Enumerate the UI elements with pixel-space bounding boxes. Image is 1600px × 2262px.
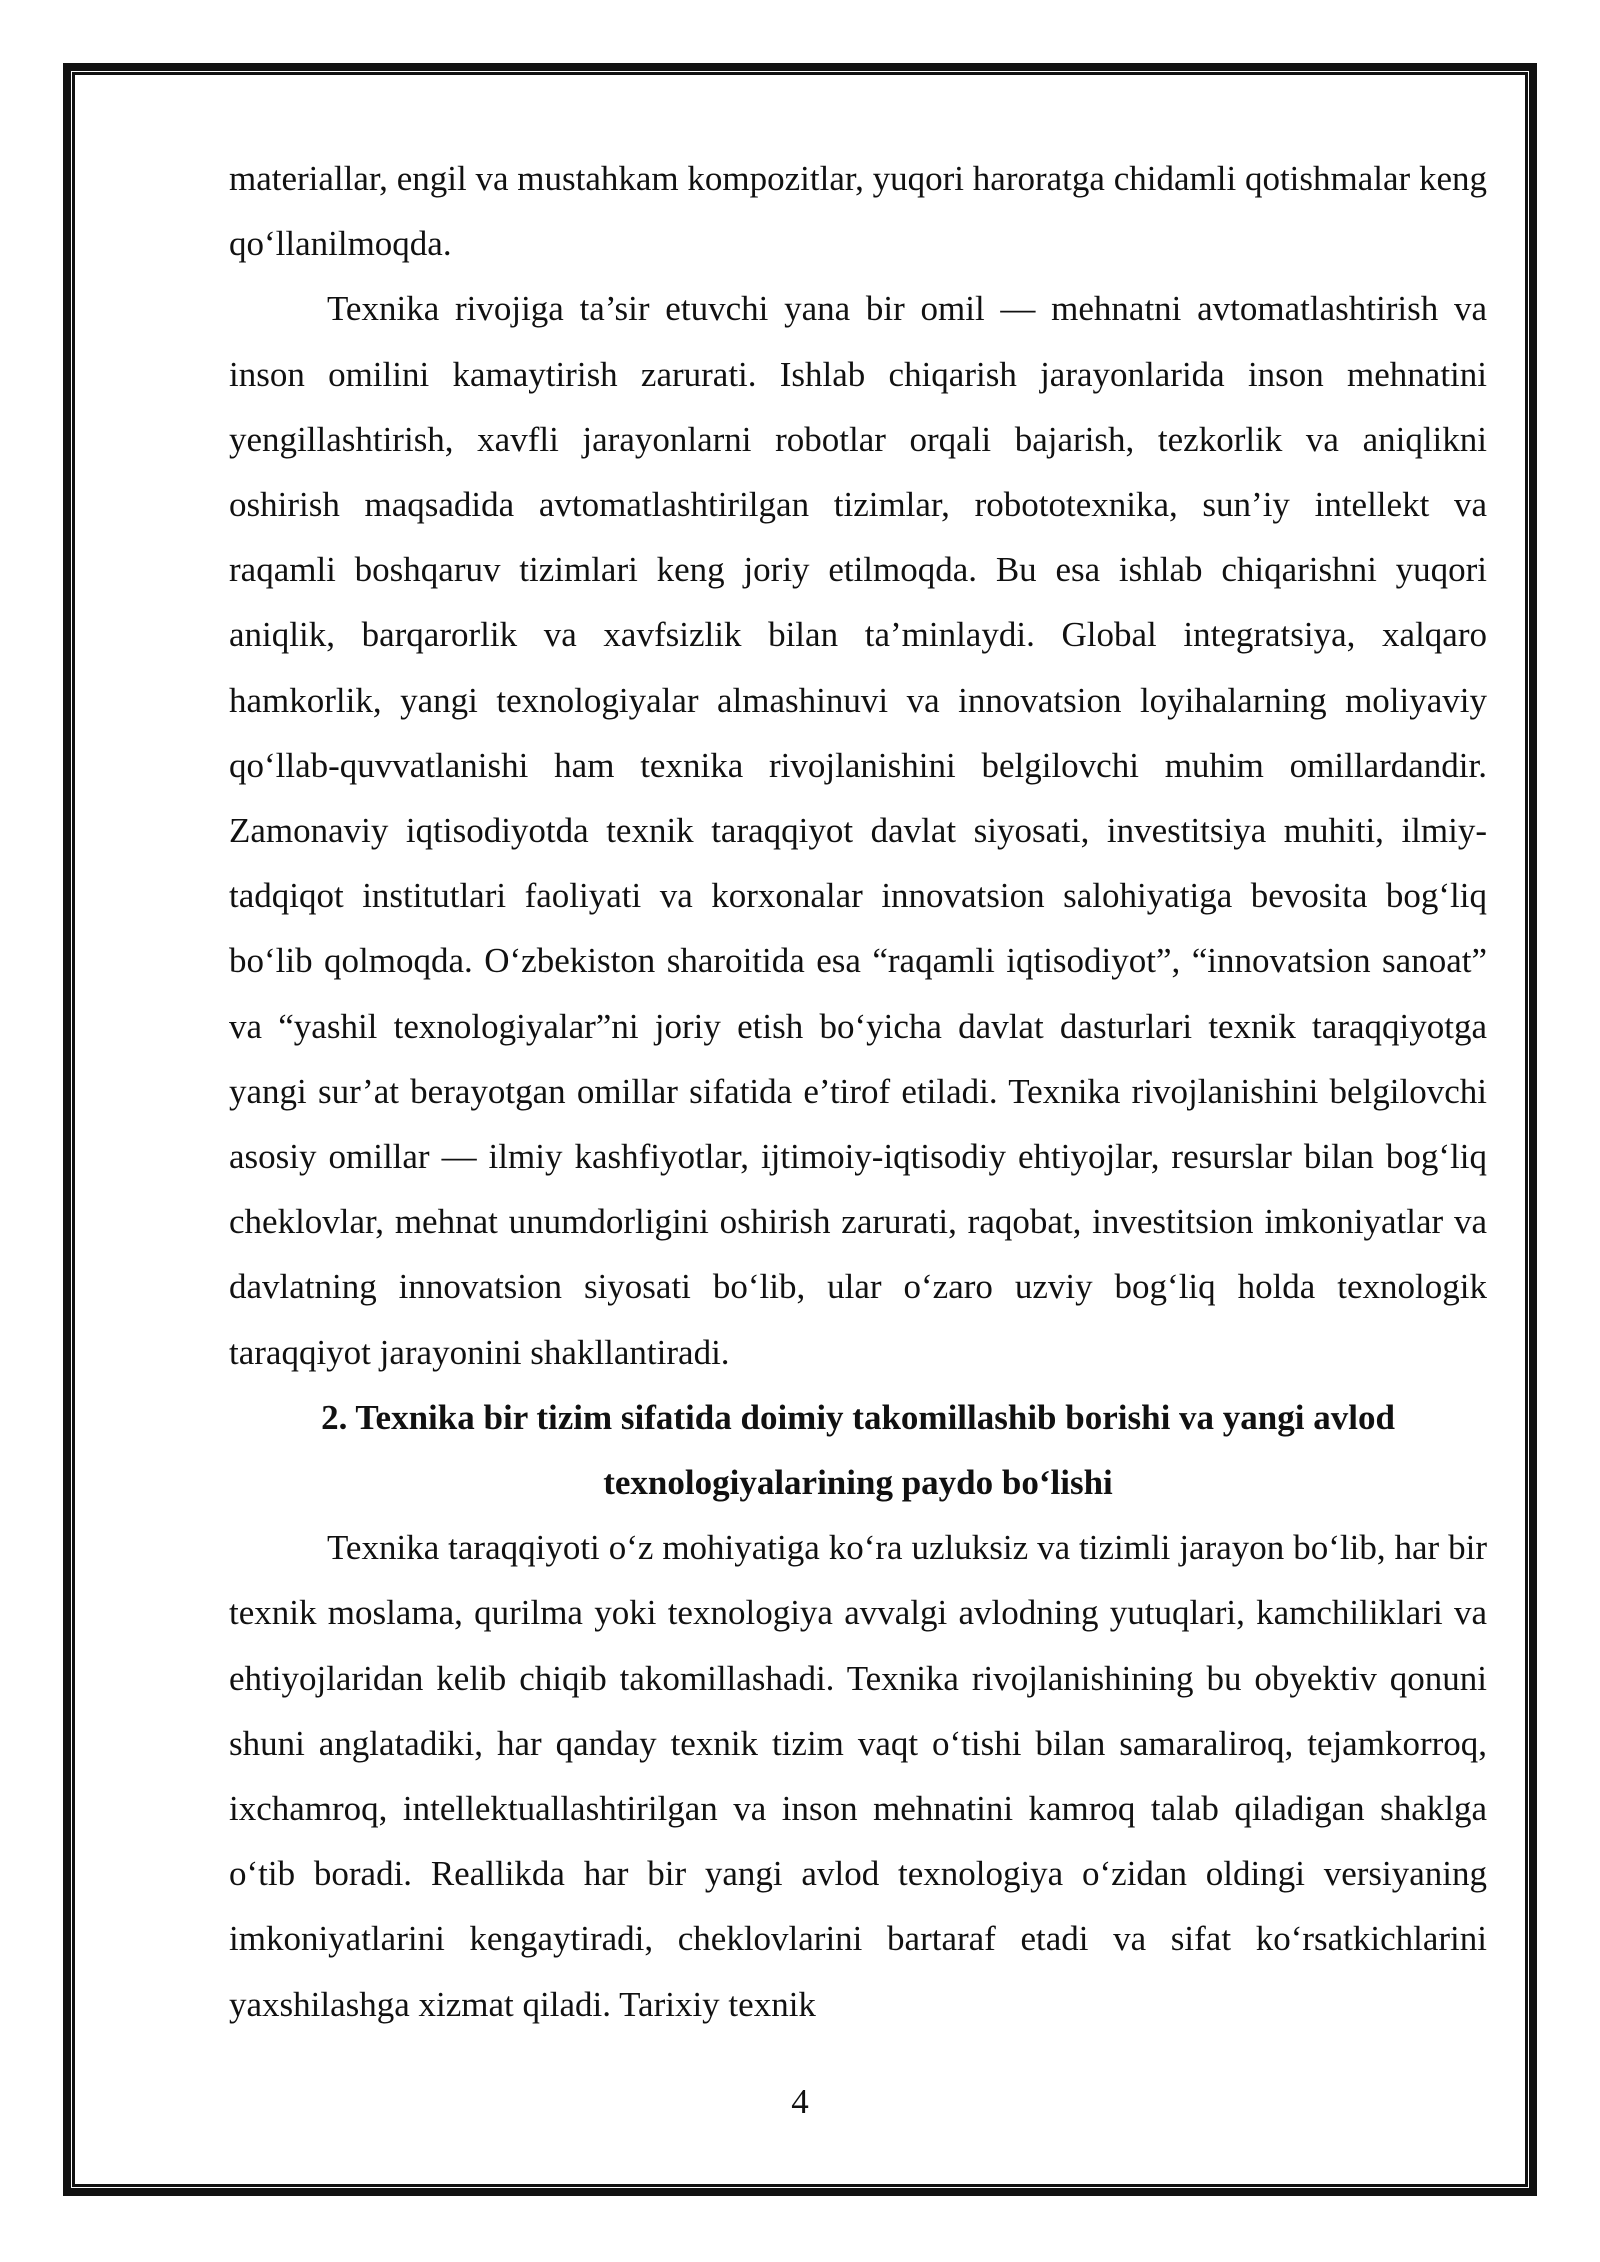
section-heading: 2. Texnika bir tizim sifatida doimiy takomillashib borishi va yangi avlod texnologiyalarining paydo bo‘lishi: [321, 1397, 1395, 1503]
page-number: 4: [791, 2082, 809, 2121]
paragraph-factors: Texnika rivojiga ta’sir etuvchi yana bir omil — mehnatni avtomatlashtirish va inson omilini kamaytirish zarurati. Ishlab chiqarish jarayonlarida inson mehnatini yengillashtirish, xavfli jarayonlarni robotlar orqali bajarish, tezkorlik va aniqlikni oshirish maqsadida avtomatlashtirilgan tizimlar, robototexnika, sun’iy intellekt va raqamli boshqaruv tizimlari keng joriy etilmoqda. Bu esa ishlab chiqarishni yuqori aniqlik, barqarorlik va xavfsizlik bilan ta’minlaydi. Global integratsiya, xalqaro hamkorlik, yangi texnologiyalar almashinuvi va innovatsion loyihalarning moliyaviy qo‘llab-quvvatlanishi ham texnika rivojlanishini belgilovchi muhim omillardandir. Zamonaviy iqtisodiyotda texnik taraqqiyot davlat siyosati, investitsiya muhiti, ilmiy-tadqiqot institutlari faoliyati va korxonalar innovatsion salohiyatiga bevosita bog‘liq bo‘lib qolmoqda. O‘zbekiston sharoitida esa “raqamli iqtisodiyot”, “innovatsion sanoat” va “yashil texnologiyalar”ni joriy etish bo‘yicha davlat dasturlari texnik taraqqiyotga yangi sur’at berayotgan omillar sifatida e’tirof etiladi. Texnika rivojlanishini belgilovchi asosiy omillar — ilmiy kashfiyotlar, ijtimoiy-iqtisodiy ehtiyojlar, resurslar bilan bog‘liq cheklovlar, mehnat unumdorligini oshirish zarurati, raqobat, investitsion imkoniyatlar va davlatning innovatsion siyosati bo‘lib, ular o‘zaro uzviy bog‘liq holda texnologik taraqqiyot jarayonini shakllantiradi.: [229, 289, 1487, 1372]
paragraph-section-body: Texnika taraqqiyoti o‘z mohiyatiga ko‘ra uzluksiz va tizimli jarayon bo‘lib, har bir texnik moslama, qurilma yoki texnologiya avvalgi avlodning yutuqlari, kamchiliklari va ehtiyojlaridan kelib chiqib takomillashadi. Texnika rivojlanishining bu obyektiv qonuni shuni anglatadiki, har qanday texnik tizim vaqt o‘tishi bilan samaraliroq, tejamkorroq, ixchamroq, intellektuallashtirilgan va inson mehnatini kamroq talab qiladigan shaklga o‘tib boradi. Reallikda har bir yangi avlod texnologiya o‘zidan oldingi versiyaning imkoniyatlarini kengaytiradi, cheklovlarini bartaraf etadi va sifat ko‘rsatkichlarini yaxshilashga xizmat qiladi. Tarixiy texnik: [229, 1528, 1487, 2024]
paragraph-continuation: materiallar, engil va mustahkam kompozitlar, yuqori haroratga chidamli qotishmalar keng qo‘llanilmoqda.: [229, 159, 1487, 264]
page-content: [229, 146, 1487, 2037]
